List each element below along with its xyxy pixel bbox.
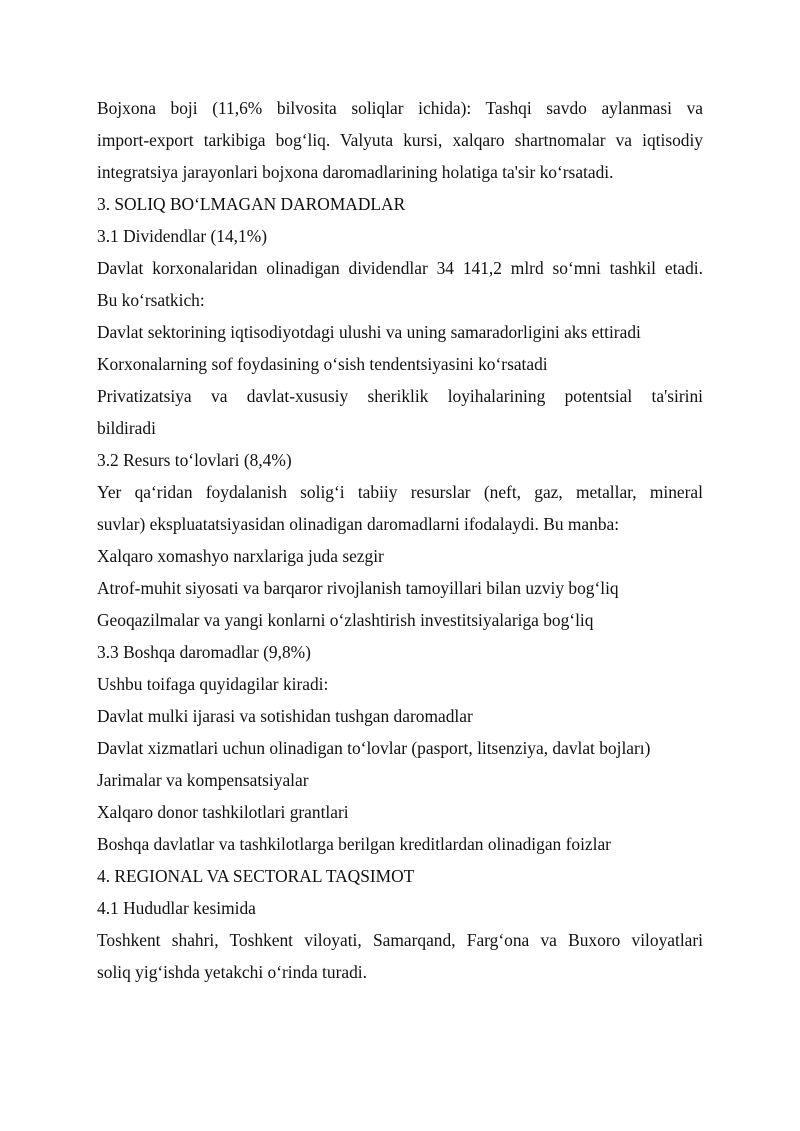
paragraph-line: Davlat korxonalaridan olinadigan dividendlar 34 141,2 mlrd so‘mni tashkil etadi. [97, 258, 703, 278]
paragraph-line: Ushbu toifaga quyidagilar kiradi: [97, 674, 329, 694]
list-item: Xalqaro donor tashkilotlari grantlari [97, 802, 349, 822]
paragraph-line: suvlar) ekspluatatsiyasidan olinadigan daromadlarni ifodalaydi. Bu manba: [97, 514, 620, 534]
paragraph-line: Bojxona boji (11,6% bilvosita soliqlar ichida): Tashqi savdo aylanmasi va [97, 98, 703, 118]
list-item: Davlat sektorining iqtisodiyotdagi ulushi va uning samaradorligini aks ettiradi [97, 322, 641, 342]
list-item: Privatizatsiya va davlat-xususiy sheriklik loyihalarining potentsial ta'sirini [97, 386, 703, 406]
subsection-heading: 3.2 Resurs to‘lovlari (8,4%) [97, 450, 292, 470]
paragraph-line: integratsiya jarayonlari bojxona daromadlarining holatiga ta'sir ko‘rsatadi. [97, 162, 614, 182]
list-item: bildiradi [97, 418, 156, 438]
section-heading: 4. REGIONAL VA SECTORAL TAQSIMOT [97, 866, 415, 886]
list-item: Korxonalarning sof foydasining o‘sish tendentsiyasini ko‘rsatadi [97, 354, 548, 374]
subsection-heading: 3.3 Boshqa daromadlar (9,8%) [97, 642, 311, 662]
paragraph-line: Toshkent shahri, Toshkent viloyati, Samarqand, Farg‘ona va Buxoro viloyatlari [97, 930, 703, 950]
list-item: Xalqaro xomashyo narxlariga juda sezgir [97, 546, 384, 566]
subsection-heading: 3.1 Dividendlar (14,1%) [97, 226, 268, 246]
list-item: Atrof-muhit siyosati va barqaror rivojlanish tamoyillari bilan uzviy bog‘liq [97, 578, 619, 598]
section-heading: 3. SOLIQ BO‘LMAGAN DAROMADLAR [97, 194, 406, 214]
paragraph-line: Yer qa‘ridan foydalanish solig‘i tabiiy resurslar (neft, gaz, metallar, mineral [97, 482, 703, 502]
list-item: Geoqazilmalar va yangi konlarni o‘zlashtirish investitsiyalariga bog‘liq [97, 610, 594, 630]
subsection-heading: 4.1 Hududlar kesimida [97, 898, 256, 918]
paragraph-line: Bu ko‘rsatkich: [97, 290, 205, 310]
document-page [97, 92, 703, 988]
paragraph-line: soliq yig‘ishda yetakchi o‘rinda turadi. [97, 962, 367, 982]
list-item: Davlat xizmatlari uchun olinadigan to‘lovlar (pasport, litsenziya, davlat bojları) [97, 738, 651, 758]
list-item: Jarimalar va kompensatsiyalar [97, 770, 309, 790]
paragraph-line: import-export tarkibiga bog‘liq. Valyuta kursi, xalqaro shartnomalar va iqtisodiy [97, 130, 703, 150]
list-item: Boshqa davlatlar va tashkilotlarga berilgan kreditlardan olinadigan foizlar [97, 834, 611, 854]
list-item: Davlat mulki ijarasi va sotishidan tushgan daromadlar [97, 706, 473, 726]
